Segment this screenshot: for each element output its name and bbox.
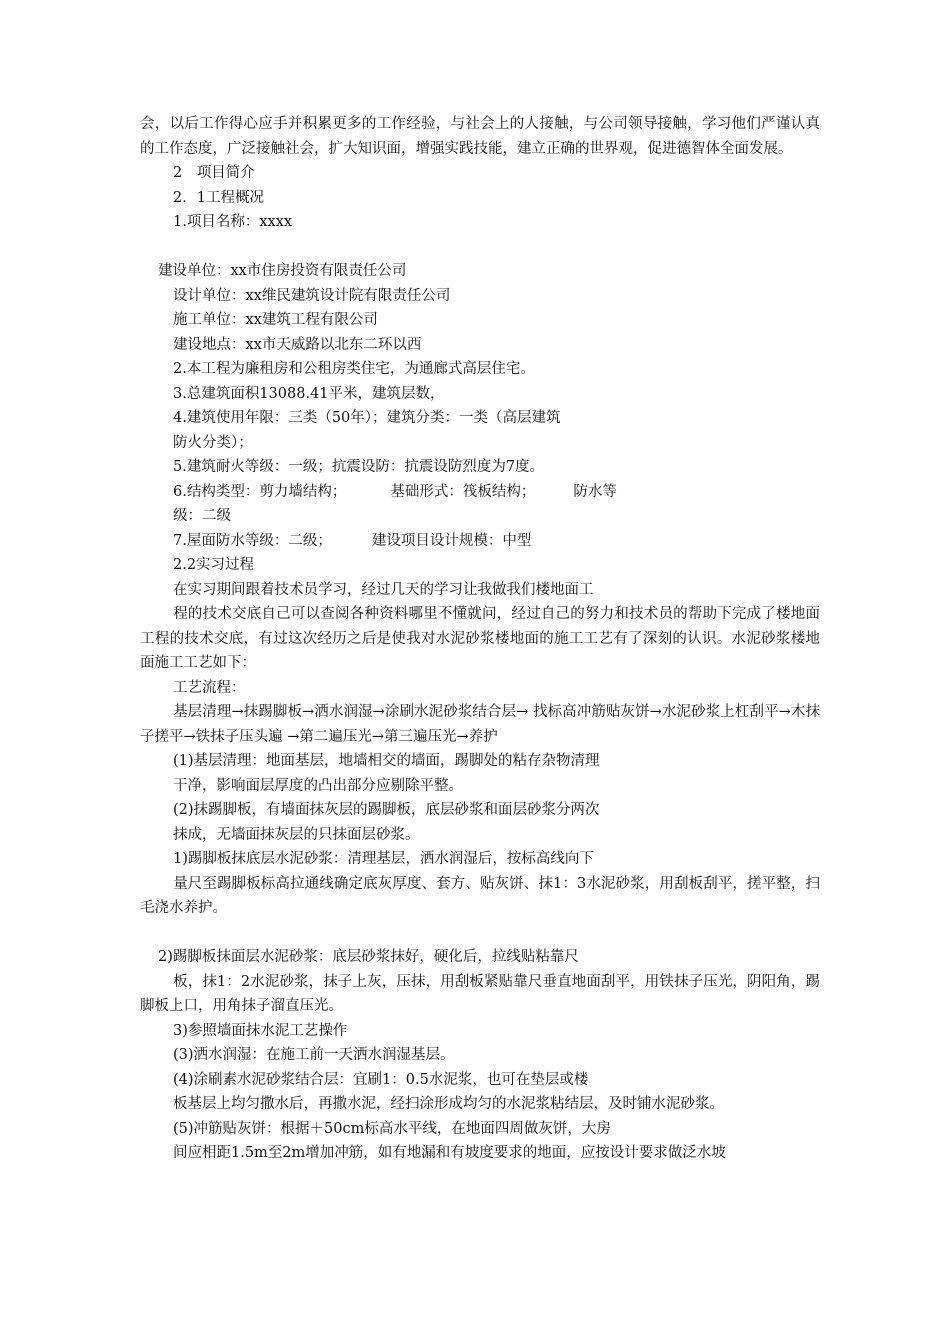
step-2-2-line-1: 2)踢脚板抹面层水泥砂浆：底层砂浆抹好，硬化后，拉线贴粘靠尺 xyxy=(158,949,579,965)
item-2: 2.本工程为廉租房和公租房类住宅，为通廊式高层住宅。 xyxy=(173,361,535,377)
item-6-line-1 xyxy=(140,480,820,505)
item-5: 5.建筑耐火等级：一级；抗震设防：抗震设防烈度为7度。 xyxy=(173,459,545,475)
step-2-3: 3)参照墙面抹水泥工艺操作 xyxy=(173,1022,348,1039)
step-2-2-text: 板，抹1：2水泥砂浆，抹子上灰，压抹，用刮板紧贴靠尺垂直地面刮平，用铁抹子压光，阴阳角，踢脚板上口，用角抹子溜直压光。 xyxy=(140,973,820,1014)
item-location: 建设地点：xx市天威路以北东二环以西 xyxy=(173,336,422,353)
item-project-name: 1.项目名称：xxxx xyxy=(173,214,293,230)
item-build-unit: 建设单位：xx市住房投资有限责任公司 xyxy=(158,263,407,279)
paragraph-intro: 会，以后工作得心应手并积累更多的工作经验，与社会上的人接触，与公司领导接触，学习他们严谨认真的工作态度，广泛接触社会，扩大知识面，增强实践技能，建立正确的世界观，促进德智体全面发展。 xyxy=(140,116,820,157)
step-2-2-rest xyxy=(140,970,820,1019)
step-4-line-1: (4)涂刷素水泥砂浆结合层：宜刷1：0.5水泥浆，也可在垫层或楼 xyxy=(173,1071,589,1088)
step-2-line-2: 抹成，无墙面抹灰层的只抹面层砂浆。 xyxy=(173,826,420,843)
paragraph-internship-text: 程的技术交底自己可以查阅各种资料哪里不懂就问，经过自己的努力和技术员的帮助下完成了楼地面工程的技术交底，有过这次经历之后是使我对水泥砂浆楼地面的施工工艺有了深刻的认识。水泥砂浆楼地面施工工艺如下： xyxy=(140,606,820,671)
item-4-line-2: 防火分类）； xyxy=(173,434,253,451)
step-1-line-1: (1)基层清理：地面基层，地墙相交的墙面，踢脚处的粘存杂物清理 xyxy=(173,753,600,769)
process-title: 工艺流程： xyxy=(173,679,246,696)
step-4-line-2: 板基层上均匀撒水后，再撒水泥，经扫涂形成均匀的水泥浆粘结层，及时铺水泥砂浆。 xyxy=(173,1096,724,1112)
item-6-foundation-type: 基础形式：筏板结构； xyxy=(390,483,536,500)
heading-section-2-2: 2.2实习过程 xyxy=(173,557,255,573)
blank-line xyxy=(140,235,820,260)
document-body xyxy=(140,112,820,1166)
step-2-line-1: (2)抹踢脚板，有墙面抹灰层的踢脚板，底层砂浆和面层砂浆分两次 xyxy=(173,802,600,818)
item-design-unit: 设计单位：xx维民建筑设计院有限责任公司 xyxy=(173,287,451,304)
step-3: (3)洒水润湿：在施工前一天洒水润湿基层。 xyxy=(173,1047,455,1063)
item-construction-unit: 施工单位：xx建筑工程有限公司 xyxy=(173,312,378,328)
item-4-line-1: 4.建筑使用年限：三类（50年）；建筑分类：一类（高层建筑 xyxy=(173,410,561,426)
item-6-waterproof: 防水等 xyxy=(573,483,617,500)
paragraph-internship-line-1: 在实习期间跟着技术员学习，经过几天的学习让我做我们楼地面工 xyxy=(173,581,594,598)
step-2-1-rest xyxy=(140,872,820,921)
paragraph-internship-rest xyxy=(140,602,820,676)
step-1-line-2: 干净，影响面层厚度的凸出部分应剔除平整。 xyxy=(173,777,463,794)
item-7-roof-waterproof: 7.屋面防水等级：二级； xyxy=(173,532,332,549)
step-5-line-1: (5)冲筋贴灰饼：根据＋50cm标高水平线，在地面四周做灰饼，大房 xyxy=(173,1120,611,1137)
process-flow-text: 基层清理→抹踢脚板→洒水润湿→涂刷水泥砂浆结合层→ 找标高冲筋贴灰饼→水泥砂浆上杠刮平→木抹子搓平→铁抹子压头遍 →第二遍压光→第三遍压光→养护 xyxy=(140,704,820,745)
item-6-structure-type: 6.结构类型：剪力墙结构； xyxy=(173,483,347,500)
item-7-design-scale: 建设项目设计规模：中型 xyxy=(371,532,532,549)
step-5-line-2: 间应相距1.5m至2m增加冲筋，如有地漏和有坡度要求的地面，应按设计要求做泛水坡 xyxy=(173,1145,726,1161)
step-2-1-text: 量尺至踢脚板标高拉通线确定底灰厚度、套方、贴灰饼、抹1：3水泥砂浆，用刮板刮平，搓平整，扫毛浇水养护。 xyxy=(140,875,820,916)
blank-line xyxy=(140,921,820,946)
item-3: 3.总建筑面积13088.41平米，建筑层数， xyxy=(173,385,445,402)
heading-section-2: 2 项目简介 xyxy=(173,165,255,181)
heading-section-2-1: 2．1工程概况 xyxy=(173,189,264,206)
process-flow xyxy=(140,700,820,749)
item-6-line-2: 级：二级 xyxy=(173,508,231,524)
step-2-1-line-1: 1)踢脚板抹底层水泥砂浆：清理基层，洒水润湿后，按标高线向下 xyxy=(173,851,594,867)
item-7 xyxy=(140,529,820,554)
